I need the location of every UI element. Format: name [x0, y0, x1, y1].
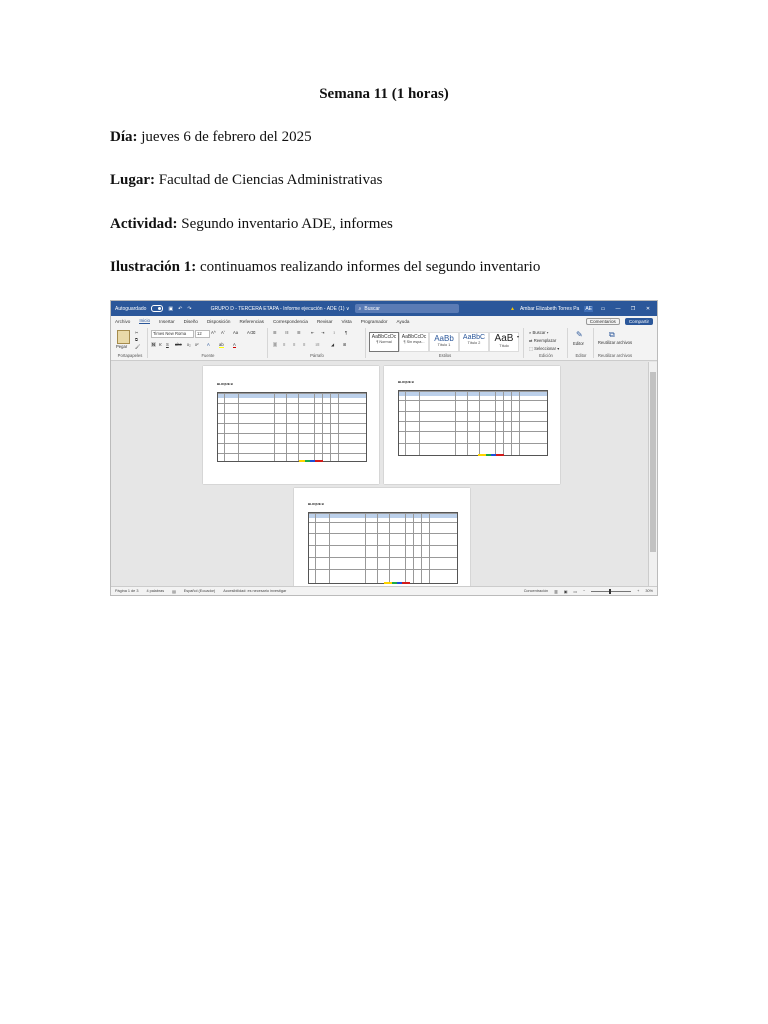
- clipboard-group: [113, 328, 148, 358]
- subscript-icon[interactable]: x₂: [187, 342, 191, 347]
- style-name: ¶ Normal: [376, 340, 392, 344]
- style-name: Título 1: [437, 343, 451, 347]
- autosave-toggle[interactable]: [151, 305, 163, 312]
- font-name-field[interactable]: Times New Roma: [151, 330, 194, 338]
- undo-icon[interactable]: ↶: [178, 305, 183, 312]
- search-box[interactable]: [355, 304, 459, 313]
- read-mode-icon[interactable]: ▥: [554, 589, 558, 594]
- find-label: Buscar: [532, 330, 546, 335]
- style-name: ¶ Sin espa...: [403, 340, 425, 344]
- caption-line: [110, 259, 540, 276]
- font-color-icon[interactable]: A: [233, 342, 236, 347]
- paragraph-group: [269, 328, 366, 358]
- page-heading: BLOQUE B: [398, 380, 414, 384]
- activity-label: Actividad:: [110, 216, 178, 232]
- style-sample: AaBb: [434, 334, 454, 343]
- style-name: Título: [499, 344, 509, 348]
- clipboard-label: Portapapeles: [117, 353, 143, 358]
- page-heading: BLOQUE B: [217, 382, 233, 386]
- style-heading-1[interactable]: [429, 332, 459, 352]
- data-table: [217, 392, 367, 462]
- print-layout-icon[interactable]: ▣: [563, 589, 568, 594]
- tab-diseno[interactable]: Diseño: [183, 318, 198, 324]
- strikethrough-icon[interactable]: abc: [175, 342, 182, 347]
- increase-indent-icon[interactable]: ⇥: [321, 330, 325, 335]
- caption-value: continuamos realizando informes del segundo inventario: [200, 259, 541, 275]
- tab-inicio[interactable]: Inicio: [139, 318, 151, 323]
- redo-icon[interactable]: ↷: [187, 305, 192, 312]
- date-label: Día:: [110, 129, 138, 145]
- place-value: Facultad de Ciencias Administrativas: [158, 172, 383, 188]
- replace-label: Reemplazar: [533, 338, 557, 343]
- font-size-field[interactable]: 12: [195, 330, 210, 338]
- tab-disposicion[interactable]: Disposición: [206, 318, 231, 324]
- tab-referencias[interactable]: Referencias: [239, 318, 264, 324]
- share-button[interactable]: Compartir: [625, 318, 653, 325]
- select-button[interactable]: ⬚ Seleccionar ▾: [529, 346, 560, 351]
- word-count[interactable]: 4 palabras: [146, 589, 165, 593]
- style-name: Título 2: [467, 341, 481, 345]
- page-count[interactable]: Página 1 de 3: [115, 589, 139, 593]
- decrease-indent-icon[interactable]: ⇤: [311, 330, 315, 335]
- tab-archivo[interactable]: Archivo: [115, 318, 131, 324]
- restore-icon[interactable]: ❐: [630, 305, 636, 312]
- doc-title: GRUPO D - TERCERA ETAPA - Informe ejecución - ADE (1) ∨: [210, 305, 350, 312]
- select-icon: ⬚: [529, 346, 533, 351]
- language[interactable]: Español (Ecuador): [183, 589, 216, 593]
- save-icon[interactable]: ▣: [168, 305, 174, 312]
- zoom-out-icon[interactable]: −: [582, 589, 586, 593]
- caption-label: Ilustración 1:: [110, 259, 197, 275]
- style-sample: AaBbC: [462, 334, 486, 341]
- format-painter-icon[interactable]: 🖌: [135, 344, 141, 349]
- search-icon: ⌕: [358, 305, 362, 312]
- styles-label: Estilos: [438, 353, 452, 358]
- editing-label: Edición: [539, 353, 553, 358]
- ribbon: [111, 326, 657, 361]
- scrollbar-thumb[interactable]: [650, 372, 656, 552]
- comments-button[interactable]: Comentarios: [586, 318, 620, 325]
- date-line: [110, 129, 312, 146]
- word-screenshot: [110, 300, 658, 596]
- align-center-icon[interactable]: ≡: [283, 342, 286, 347]
- reuse-icon[interactable]: ⧉: [609, 330, 615, 339]
- tab-programador[interactable]: Programador: [360, 318, 388, 324]
- zoom-slider[interactable]: [591, 591, 631, 592]
- word-titlebar: [111, 301, 657, 316]
- text-effects-icon[interactable]: A: [207, 342, 210, 347]
- font-label: Fuente: [201, 353, 215, 358]
- user-name[interactable]: Ambar Elizabeth Torres Pa: [519, 305, 580, 312]
- tab-insertar[interactable]: Insertar: [159, 318, 175, 324]
- reuse-group: [595, 328, 635, 358]
- paste-label[interactable]: Pegar: [116, 344, 128, 349]
- style-sample: AaBbCcDc: [371, 334, 397, 340]
- clear-format-icon[interactable]: A⌫: [247, 330, 256, 335]
- highlight-icon[interactable]: ab: [219, 342, 224, 347]
- place-label: Lugar:: [110, 172, 155, 188]
- ribbon-tabs: [111, 316, 657, 326]
- zoom-in-icon[interactable]: +: [637, 589, 640, 593]
- align-left-icon[interactable]: ≡: [274, 342, 277, 347]
- data-table: [308, 512, 458, 584]
- tab-correspondencia[interactable]: Correspondencia: [272, 318, 308, 324]
- editor-icon[interactable]: ✎: [576, 330, 583, 339]
- bold-icon[interactable]: N: [152, 342, 156, 347]
- change-case-icon[interactable]: Aa: [233, 330, 239, 335]
- align-right-icon[interactable]: ≡: [293, 342, 296, 347]
- style-heading-2[interactable]: [459, 332, 489, 352]
- style-normal[interactable]: [369, 332, 399, 352]
- select-label: Seleccionar: [534, 346, 557, 351]
- accessibility-status[interactable]: Accesibilidad: es necesario investigar: [223, 589, 287, 593]
- ribbon-options-icon[interactable]: ▭: [600, 305, 606, 312]
- proofing-icon[interactable]: ▤: [172, 589, 176, 594]
- font-group: [149, 328, 268, 358]
- replace-icon: ⇄: [529, 338, 533, 343]
- reuse-label: Reutilizar archivos: [597, 353, 633, 358]
- styles-group: [367, 328, 524, 358]
- user-avatar[interactable]: AE: [585, 305, 592, 312]
- multilevel-icon[interactable]: ☰: [297, 330, 301, 335]
- reuse-button-label[interactable]: Reutilizar archivos: [597, 340, 633, 345]
- editor-group: [569, 328, 594, 358]
- grow-font-icon[interactable]: A^: [211, 330, 216, 335]
- document-canvas[interactable]: [111, 362, 649, 587]
- paragraph-label: Párrafo: [310, 353, 324, 358]
- document-page: [384, 366, 560, 484]
- underline-icon[interactable]: S: [166, 342, 169, 347]
- vertical-scrollbar[interactable]: [648, 362, 657, 587]
- activity-value: Segundo inventario ADE, informes: [181, 216, 393, 232]
- web-layout-icon[interactable]: ▭: [573, 589, 577, 594]
- tab-ayuda[interactable]: Ayuda: [396, 318, 410, 324]
- document-page: [203, 366, 379, 484]
- zoom-level[interactable]: 30%: [645, 589, 653, 593]
- bullets-icon[interactable]: ☰: [273, 330, 277, 335]
- styles-scroll-icon[interactable]: ▾: [517, 334, 520, 339]
- show-marks-icon[interactable]: ¶: [345, 330, 348, 335]
- tab-vista[interactable]: Vista: [341, 318, 352, 324]
- numbering-icon[interactable]: ☷: [285, 330, 289, 335]
- editor-label: Editor: [575, 353, 587, 358]
- cut-icon[interactable]: ✂: [135, 330, 139, 335]
- page-heading: BLOQUE B: [308, 502, 324, 506]
- style-sample: AaBbCcDc: [401, 334, 427, 340]
- data-table: [398, 390, 548, 456]
- style-title[interactable]: [489, 332, 519, 352]
- tab-revisar[interactable]: Revisar: [316, 318, 333, 324]
- superscript-icon[interactable]: x²: [195, 342, 199, 347]
- search-placeholder: Buscar: [364, 305, 380, 312]
- shading-icon[interactable]: ◢: [331, 342, 335, 347]
- line-spacing-icon[interactable]: ↕≡: [315, 342, 320, 347]
- style-no-spacing[interactable]: [399, 332, 429, 352]
- copy-icon[interactable]: ⧉: [135, 337, 138, 342]
- sort-icon[interactable]: ↕: [333, 330, 336, 335]
- shrink-font-icon[interactable]: Aˇ: [221, 330, 226, 335]
- justify-icon[interactable]: ≡: [303, 342, 306, 347]
- activity-line: [110, 216, 393, 233]
- paste-icon[interactable]: [117, 330, 130, 344]
- style-sample: AaB: [494, 333, 514, 344]
- italic-icon[interactable]: K: [159, 342, 162, 347]
- minimize-icon[interactable]: —: [615, 305, 621, 312]
- date-value: jueves 6 de febrero del 2025: [141, 129, 312, 145]
- page-title: Semana 11 (1 horas): [319, 86, 449, 102]
- editing-group: [525, 328, 568, 358]
- editor-button-label[interactable]: Editor: [573, 341, 584, 346]
- place-line: [110, 172, 382, 189]
- close-icon[interactable]: ✕: [645, 305, 651, 312]
- replace-button[interactable]: [529, 338, 556, 343]
- warning-icon: ▲: [509, 305, 515, 312]
- focus-button[interactable]: Concentración: [523, 589, 549, 593]
- borders-icon[interactable]: ⊞: [343, 342, 347, 347]
- status-bar: [111, 586, 657, 595]
- find-icon: ⌕: [529, 330, 532, 335]
- document-page: [294, 488, 470, 588]
- find-button[interactable]: ⌕ Buscar ▾: [529, 330, 549, 335]
- autosave-label: Autoguardado: [115, 305, 147, 312]
